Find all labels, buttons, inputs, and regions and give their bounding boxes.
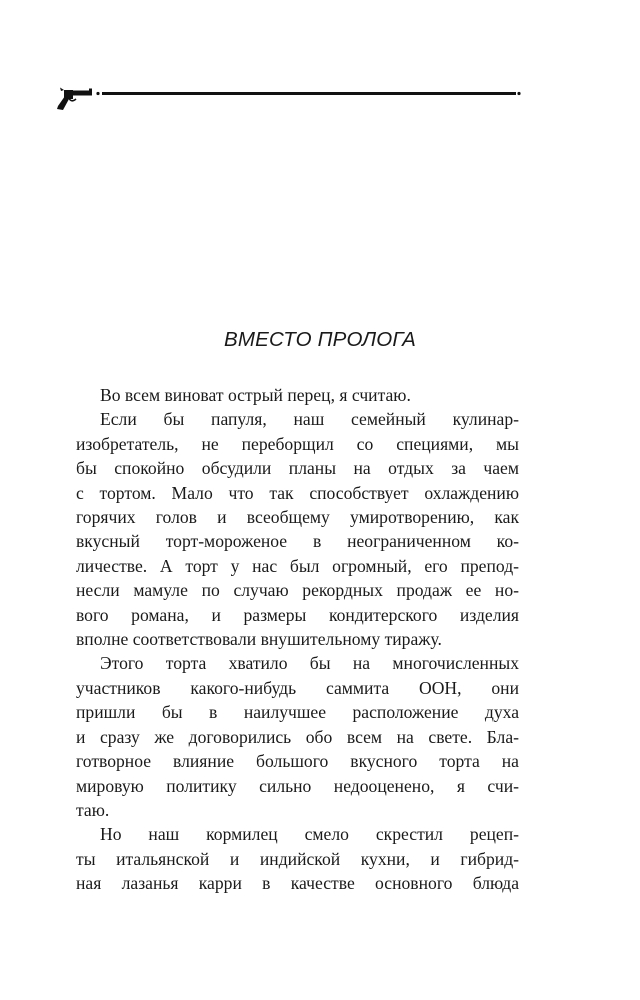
text-line: и сразу же договорились обо всем на свете. Бла- [76, 726, 519, 747]
header-ornament [56, 86, 522, 110]
text-line: ная лазанья карри в качестве основного блюда [76, 873, 519, 894]
rule-line [102, 92, 516, 95]
paragraph-1 [76, 383, 519, 407]
text-line: Но наш кормилец смело скрестил рецеп- [100, 824, 519, 845]
text-line: личестве. А торт у нас был огромный, его препод- [76, 555, 519, 576]
chapter-title: ВМЕСТО ПРОЛОГА [223, 328, 417, 351]
text-line: вого романа, и размеры кондитерского изделия [76, 604, 519, 625]
text-line: таю. [76, 799, 110, 820]
text-line: мировую политику сильно недооценено, я счи- [76, 775, 519, 796]
text-line: пришли бы в наилучшее расположение духа [76, 702, 519, 723]
text-line: с тортом. Мало что так способствует охлаждению [76, 482, 519, 503]
paragraph-3 [76, 651, 519, 822]
text-line: участников какого-нибудь саммита ООН, они [76, 677, 519, 698]
rule-dot-right [517, 92, 520, 95]
text-line: Этого торта хватило бы на многочисленных [100, 653, 519, 674]
paragraph-2 [76, 407, 519, 651]
text-line: вполне соответствовали внушительному тиражу. [76, 629, 442, 650]
header-rule [56, 86, 522, 110]
text-line: вкусный торт-мороженое в неограниченном ко- [76, 531, 519, 552]
text-line: горячих голов и всеобщему умиротворению, как [76, 507, 519, 528]
revolver-icon [57, 88, 92, 111]
text-line: несли мамуле по случаю рекордных продаж ее но- [76, 580, 519, 601]
text-line: Если бы папуля, наш семейный кулинар- [100, 409, 519, 430]
text-line: ты итальянской и индийской кухни, и гибрид- [76, 848, 519, 869]
text-line: готворное влияние большого вкусного торта на [76, 751, 519, 772]
body-text [76, 383, 519, 896]
paragraph-4 [76, 822, 519, 895]
rule-dot-left [96, 92, 99, 95]
text-line: изобретатель, не переборщил со специями, мы [76, 433, 519, 454]
text-line: бы спокойно обсудили планы на отдых за чаем [76, 458, 519, 479]
text-line: Во всем виноват острый перец, я считаю. [100, 385, 411, 405]
